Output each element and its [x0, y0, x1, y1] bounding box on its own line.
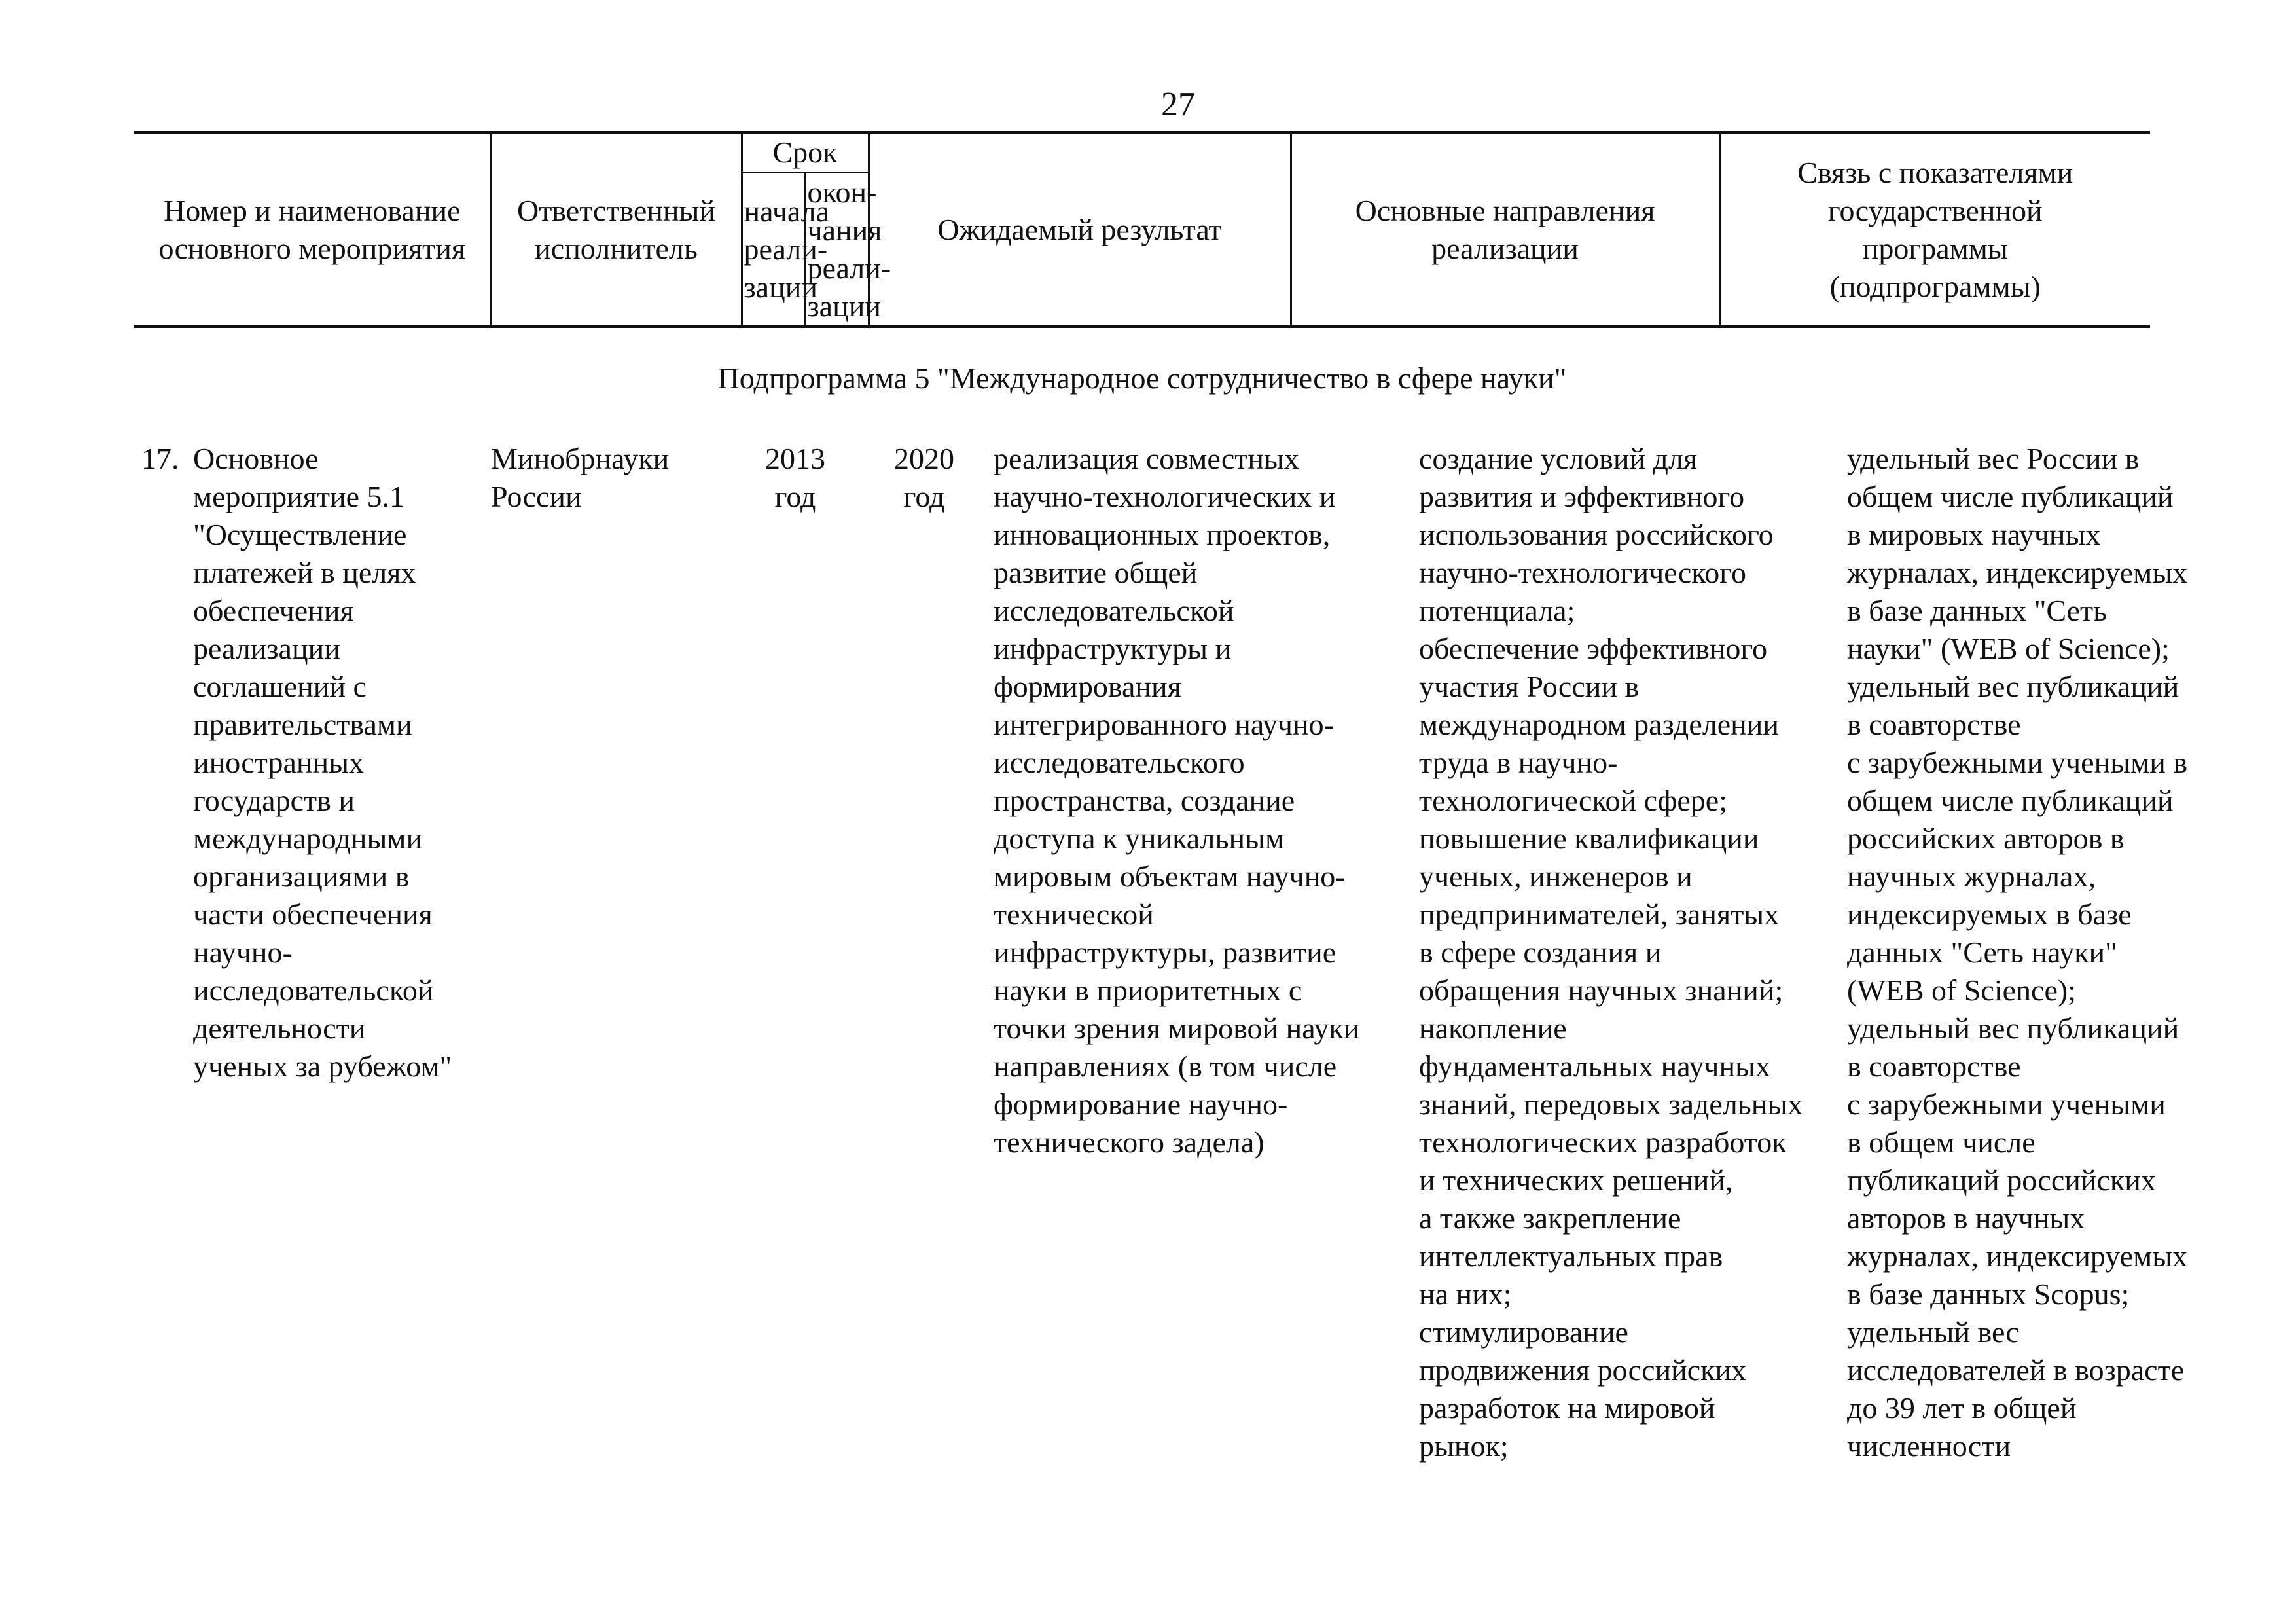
- page-number: 27: [1161, 86, 1195, 123]
- row-executor: Минобрнауки России: [491, 442, 670, 513]
- row-result: реализация совместных научно-технологических и инновационных проектов, развитие общей исследовательской инфраструктуры и формирования интегрированного научно- исследовательского пространства, создание доступа к уникальным мировым объектам научно- технической инфраструктуры, развитие науки в приоритетных с точки зрения мировой науки направлениях (в том числе формирование научно- технического задела): [994, 442, 1360, 1159]
- row-end: 2020 год: [894, 442, 954, 513]
- header-term-end: окон- чания реали- зации: [805, 173, 869, 327]
- header-number-name: Номер и наименование основного мероприятия: [134, 132, 491, 327]
- header-executor: Ответственный исполнитель: [491, 132, 742, 327]
- row-name: Основное мероприятие 5.1 "Осуществление платежей в целях обеспечения реализации соглашений с правительствами иностранных государств и международными организациями в части обеспечения научно- исследовательской деятельности ученых за рубежом": [193, 442, 452, 1083]
- header-term: Срок: [742, 132, 869, 173]
- header-term-start: начала реали- зации: [742, 173, 805, 327]
- table-header: [134, 131, 2150, 328]
- header-directions: Основные направления реализации: [1291, 132, 1719, 327]
- row-indicators: удельный вес России в общем числе публикаций в мировых научных журналах, индексируемых в базе данных "Сеть науки" (WEB of Science); удельный вес публикаций в соавторстве с зарубежными учеными в общем числе публикаций российских авторов в научных журналах, индексируемых в базе данных "Сеть науки" (WEB of Science); удельный вес публикаций в соавторстве с зарубежными учеными в общем числе публикаций российских авторов в научных журналах, индексируемых в базе данных Scopus; удельный вес исследователей в возрасте до 39 лет в общей численности: [1847, 442, 2188, 1463]
- subprogram-title: Подпрограмма 5 "Международное сотрудничество в сфере науки": [717, 361, 1567, 395]
- row-directions: создание условий для развития и эффективного использования российского научно-технологического потенциала; обеспечение эффективного участия России в международном разделении труда в научно- технологической сфере; повышение квалификации ученых, инженеров и предпринимателей, занятых в сфере создания и обращения научных знаний; накопление фундаментальных научных знаний, передовых задельных технологических разработок и технических решений, а также закрепление интеллектуальных прав на них; стимулирование продвижения российских разработок на мировой рынок;: [1419, 442, 1803, 1463]
- header-indicators: Связь с показателями государственной программы (подпрограммы): [1719, 132, 2150, 327]
- row-start: 2013 год: [765, 442, 825, 513]
- header-result: Ожидаемый результат: [869, 132, 1291, 327]
- row-index: 17.: [141, 442, 179, 475]
